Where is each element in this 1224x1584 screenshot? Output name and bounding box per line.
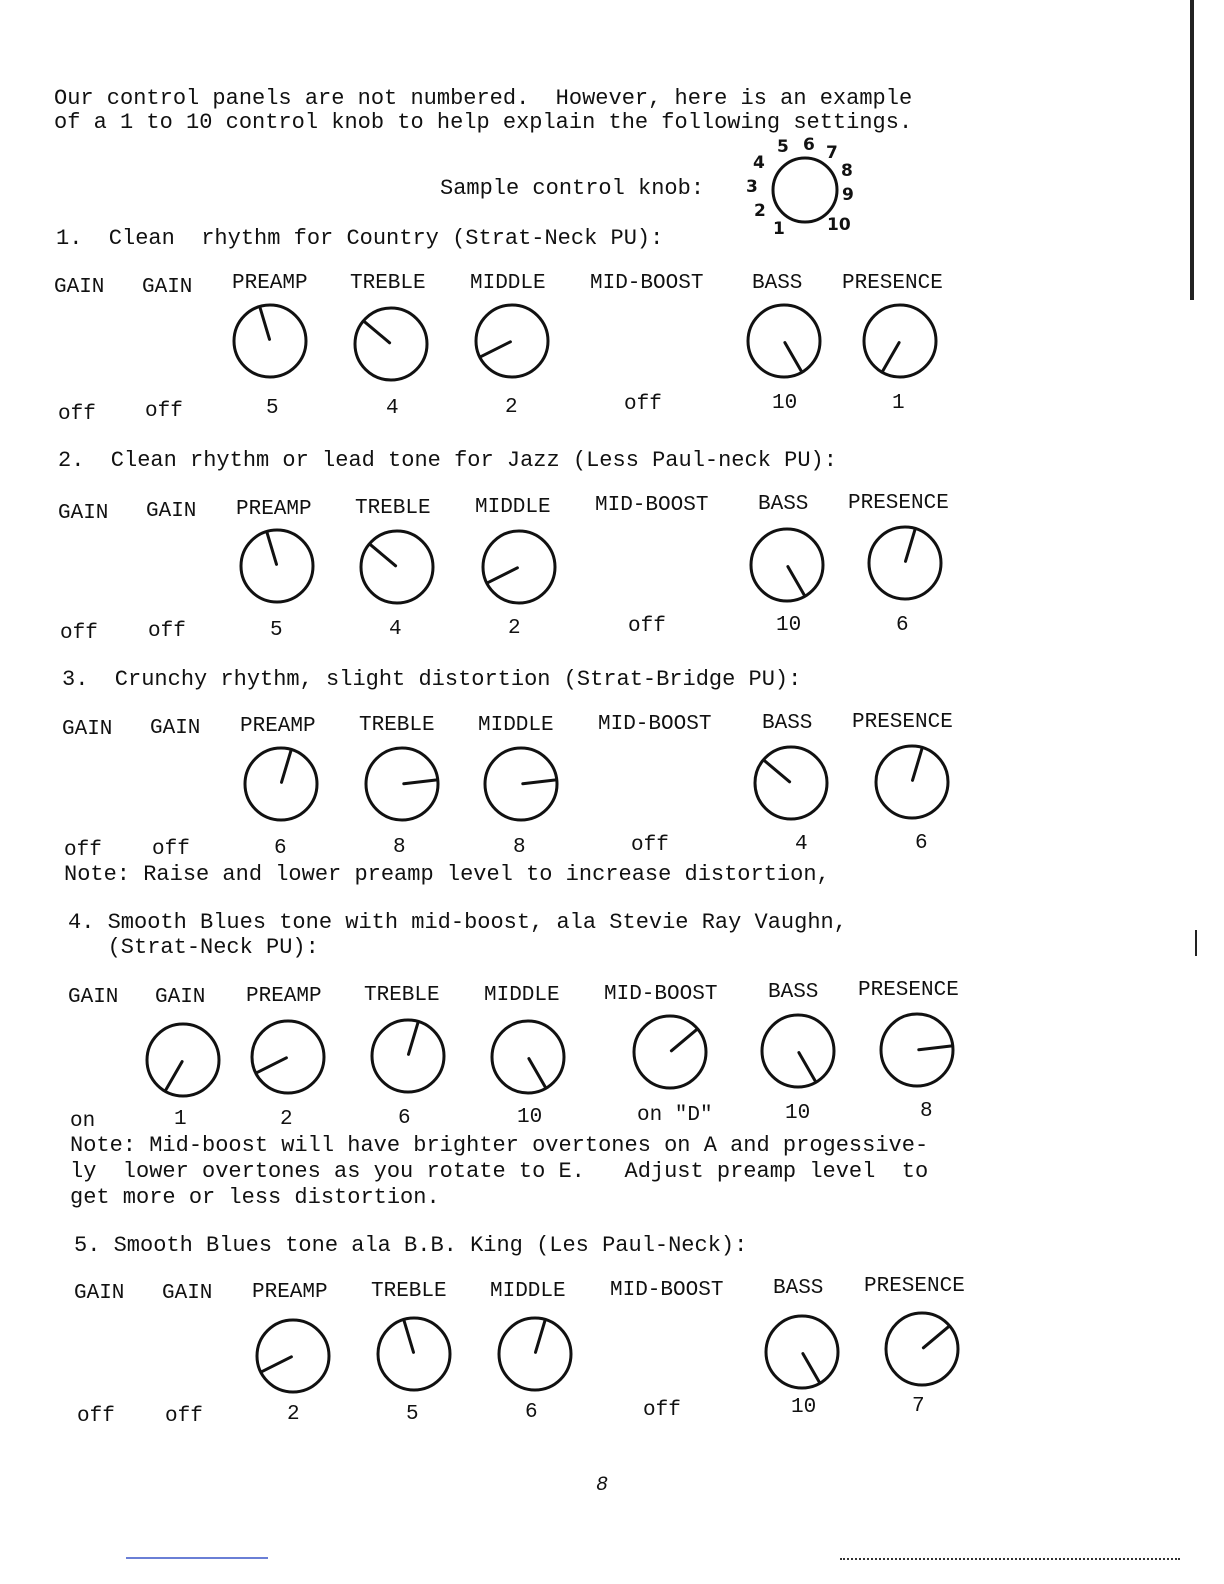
sample-num-3: 3	[746, 177, 758, 197]
knob-pointer	[523, 780, 556, 784]
knob-pointer	[671, 1029, 697, 1051]
value-gain-2: off	[152, 838, 190, 861]
knob-ring	[378, 1318, 450, 1390]
knob-pointer	[267, 532, 277, 564]
knob-bass	[746, 303, 826, 383]
sample-num-1: 1	[773, 219, 785, 239]
knob-ring	[869, 527, 941, 599]
knob-preamp	[239, 528, 319, 608]
knob-pointer	[906, 529, 916, 561]
knob-pointer	[764, 760, 790, 782]
value-gain-1: on	[70, 1110, 96, 1133]
value-middle: 6	[525, 1401, 538, 1424]
knob-preamp	[243, 746, 323, 826]
control-label-gain-1: GAIN	[68, 986, 119, 1009]
knob-ring	[881, 1014, 953, 1086]
sample-num-9: 9	[842, 185, 854, 205]
control-label-bass: BASS	[752, 272, 803, 295]
control-label-middle: MIDDLE	[475, 496, 551, 519]
scan-edge-right	[1190, 0, 1194, 300]
value-middle: 8	[513, 836, 526, 859]
knob-ring	[748, 305, 820, 377]
control-label-gain-1: GAIN	[62, 718, 113, 741]
control-label-gain-2: GAIN	[146, 500, 197, 523]
knob-pointer	[788, 567, 805, 596]
knob-ring	[485, 748, 557, 820]
control-label-mid-boost: MID-BOOST	[610, 1279, 724, 1302]
control-label-gain-1: GAIN	[74, 1282, 125, 1305]
knob-pointer	[404, 1320, 414, 1352]
knob-pointer	[262, 1357, 292, 1372]
knob-pointer	[799, 1053, 816, 1082]
control-label-mid-boost: MID-BOOST	[604, 983, 718, 1006]
knob-pointer	[913, 748, 923, 780]
knob-treble	[353, 306, 433, 386]
knob-presence	[874, 744, 954, 824]
scan-edge-mark	[1195, 930, 1197, 956]
knob-ring	[864, 305, 936, 377]
sample-num-5: 5	[777, 137, 789, 157]
value-mid-boost: off	[631, 834, 669, 857]
knob-ring	[766, 1316, 838, 1388]
sample-knob	[745, 135, 865, 240]
knob-pointer	[882, 343, 899, 372]
value-mid-boost: off	[643, 1399, 681, 1422]
value-presence: 8	[920, 1100, 933, 1123]
knob-middle	[490, 1019, 570, 1099]
scan-rule-bottom	[840, 1558, 1180, 1562]
knob-ring	[361, 531, 433, 603]
knob-presence	[884, 1311, 964, 1391]
control-label-treble: TREBLE	[350, 272, 426, 295]
control-label-gain-2: GAIN	[155, 986, 206, 1009]
control-label-mid-boost: MID-BOOST	[598, 713, 712, 736]
knob-pointer	[481, 342, 511, 357]
knob-pointer	[404, 780, 437, 784]
knob-pointer	[803, 1354, 820, 1383]
intro-line-2: of a 1 to 10 control knob to help explain the following settings.	[54, 110, 913, 135]
section-title: 3. Crunchy rhythm, slight distortion (Strat-Bridge PU):	[62, 667, 802, 692]
knob-ring	[372, 1020, 444, 1092]
control-label-treble: TREBLE	[359, 714, 435, 737]
knob-presence	[862, 303, 942, 383]
control-label-preamp: PREAMP	[236, 498, 312, 521]
value-bass: 10	[776, 614, 802, 637]
knob-pointer	[785, 343, 802, 372]
knob-pointer	[257, 1058, 287, 1073]
control-label-middle: MIDDLE	[478, 714, 554, 737]
knob-ring	[886, 1313, 958, 1385]
value-gain-1: off	[64, 839, 102, 862]
knob-ring	[257, 1320, 329, 1392]
knob-pointer	[536, 1320, 546, 1352]
knob-pointer	[165, 1062, 182, 1091]
knob-ring	[147, 1024, 219, 1096]
knob-pointer	[409, 1022, 419, 1054]
section-note: Note: Raise and lower preamp level to increase distortion,	[64, 862, 830, 887]
value-gain-2: off	[148, 620, 186, 643]
knob-preamp	[255, 1318, 335, 1398]
section-title: 2. Clean rhythm or lead tone for Jazz (Less Paul-neck PU):	[58, 448, 837, 473]
value-preamp: 6	[274, 837, 287, 860]
value-bass: 4	[795, 833, 808, 856]
value-preamp: 2	[280, 1108, 293, 1131]
section-title: 1. Clean rhythm for Country (Strat-Neck PU):	[56, 226, 664, 251]
knob-presence	[867, 525, 947, 605]
knob-preamp	[232, 303, 312, 383]
value-gain-1: off	[58, 403, 96, 426]
knob-treble	[370, 1018, 450, 1098]
control-label-gain-2: GAIN	[162, 1282, 213, 1305]
value-treble: 8	[393, 836, 406, 859]
knob-middle	[474, 303, 554, 383]
value-gain-2: 1	[174, 1108, 187, 1131]
section-note-line-2: ly lower overtones as you rotate to E. Adjust preamp level to	[70, 1159, 929, 1184]
value-treble: 4	[386, 397, 399, 420]
sample-num-6: 6	[803, 135, 815, 155]
control-label-presence: PRESENCE	[848, 492, 949, 515]
value-mid-boost: off	[624, 393, 662, 416]
value-bass: 10	[791, 1396, 817, 1419]
knob-pointer	[923, 1326, 949, 1348]
section-note-line-3: get more or less distortion.	[70, 1185, 440, 1210]
knob-ring	[366, 748, 438, 820]
knob-middle	[497, 1316, 577, 1396]
sample-num-7: 7	[826, 143, 838, 163]
value-middle: 2	[505, 396, 518, 419]
value-preamp: 5	[266, 397, 279, 420]
knob-ring	[755, 747, 827, 819]
knob-mid-boost	[632, 1014, 712, 1094]
control-label-treble: TREBLE	[371, 1280, 447, 1303]
knob-treble	[364, 746, 444, 826]
knob-bass	[764, 1314, 844, 1394]
control-label-bass: BASS	[773, 1277, 824, 1300]
control-label-preamp: PREAMP	[232, 272, 308, 295]
knob-ring	[355, 308, 427, 380]
knob-bass	[760, 1013, 840, 1093]
knob-ring	[762, 1015, 834, 1087]
knob-ring	[492, 1021, 564, 1093]
value-gain-2: off	[165, 1405, 203, 1428]
knob-ring	[483, 531, 555, 603]
control-label-bass: BASS	[768, 981, 819, 1004]
knob-preamp	[250, 1019, 330, 1099]
value-presence: 6	[915, 832, 928, 855]
value-mid-boost: on "D"	[637, 1104, 713, 1127]
section-title: 5. Smooth Blues tone ala B.B. King (Les Paul-Neck):	[74, 1233, 748, 1258]
control-label-bass: BASS	[758, 493, 809, 516]
section-title: 4. Smooth Blues tone with mid-boost, ala Stevie Ray Vaughn,	[68, 910, 847, 935]
sample-num-10: 10	[827, 215, 851, 235]
control-label-gain-1: GAIN	[58, 502, 109, 525]
control-label-preamp: PREAMP	[240, 715, 316, 738]
sample-knob-label: Sample control knob:	[440, 176, 705, 201]
control-label-middle: MIDDLE	[490, 1280, 566, 1303]
value-preamp: 2	[287, 1403, 300, 1426]
knob-pointer	[260, 307, 270, 339]
value-middle: 2	[508, 617, 521, 640]
value-gain-1: off	[60, 622, 98, 645]
control-label-mid-boost: MID-BOOST	[590, 272, 704, 295]
knob-ring	[245, 748, 317, 820]
value-treble: 5	[406, 1403, 419, 1426]
control-label-mid-boost: MID-BOOST	[595, 494, 709, 517]
knob-ring	[241, 530, 313, 602]
knob-pointer	[282, 750, 292, 782]
knob-treble	[359, 529, 439, 609]
control-label-middle: MIDDLE	[484, 984, 560, 1007]
knob-presence	[879, 1012, 959, 1092]
value-mid-boost: off	[628, 615, 666, 638]
knob-bass	[749, 527, 829, 607]
control-label-gain-2: GAIN	[150, 717, 201, 740]
knob-treble	[376, 1316, 456, 1396]
section-note-line-1: Note: Mid-boost will have brighter overtones on A and progessive-	[70, 1133, 929, 1158]
value-preamp: 5	[270, 619, 283, 642]
control-label-presence: PRESENCE	[852, 711, 953, 734]
knob-middle	[481, 529, 561, 609]
knob-ring	[234, 305, 306, 377]
sample-num-2: 2	[754, 201, 766, 221]
control-label-presence: PRESENCE	[864, 1275, 965, 1298]
knob-pointer	[529, 1059, 546, 1088]
knob-gain-2	[145, 1022, 225, 1102]
value-presence: 6	[896, 614, 909, 637]
intro-line-1: Our control panels are not numbered. However, here is an example	[54, 86, 913, 111]
value-gain-1: off	[77, 1405, 115, 1428]
knob-ring	[876, 746, 948, 818]
knob-ring	[634, 1016, 706, 1088]
knob-ring	[476, 305, 548, 377]
control-label-bass: BASS	[762, 712, 813, 735]
knob-bass	[753, 745, 833, 825]
sample-num-8: 8	[841, 161, 853, 181]
control-label-gain-1: GAIN	[54, 276, 105, 299]
value-bass: 10	[785, 1102, 811, 1125]
control-label-presence: PRESENCE	[842, 272, 943, 295]
control-label-gain-2: GAIN	[142, 276, 193, 299]
knob-pointer	[919, 1046, 952, 1050]
value-middle: 10	[517, 1106, 543, 1129]
knob-ring	[499, 1318, 571, 1390]
knob-pointer	[488, 568, 518, 583]
scan-rule-blue	[126, 1557, 268, 1559]
value-presence: 7	[912, 1395, 925, 1418]
control-label-treble: TREBLE	[355, 497, 431, 520]
control-label-treble: TREBLE	[364, 984, 440, 1007]
sample-num-4: 4	[753, 153, 765, 173]
knob-middle	[483, 746, 563, 826]
control-label-presence: PRESENCE	[858, 979, 959, 1002]
value-gain-2: off	[145, 400, 183, 423]
page-number: 8	[596, 1474, 609, 1497]
control-label-preamp: PREAMP	[246, 985, 322, 1008]
control-label-preamp: PREAMP	[252, 1281, 328, 1304]
value-presence: 1	[892, 392, 905, 415]
knob-ring	[751, 529, 823, 601]
value-treble: 6	[398, 1107, 411, 1130]
knob-pointer	[370, 544, 396, 566]
value-treble: 4	[389, 618, 402, 641]
value-bass: 10	[772, 392, 798, 415]
knob-ring	[252, 1021, 324, 1093]
knob-pointer	[364, 321, 390, 343]
section-title-continued: (Strat-Neck PU):	[68, 935, 319, 960]
control-label-middle: MIDDLE	[470, 272, 546, 295]
